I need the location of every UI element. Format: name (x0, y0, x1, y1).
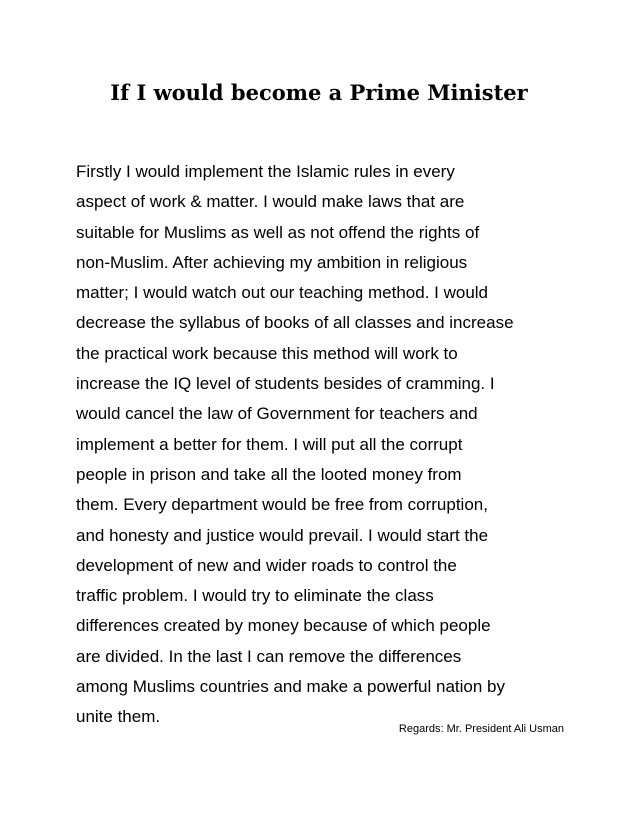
signature-line: Regards: Mr. President Ali Usman (398, 723, 564, 735)
body-line: traffic problem. I would try to eliminate the class (76, 586, 434, 606)
body-line: unite them. (76, 707, 161, 727)
body-line: the practical work because this method will work to (76, 343, 458, 363)
essay-body (76, 157, 576, 733)
body-line: people in prison and take all the looted money from (76, 464, 462, 484)
body-line: are divided. In the last I can remove the differences (76, 646, 462, 666)
body-line: development of new and wider roads to control the (76, 555, 457, 575)
body-line: Firstly I would implement the Islamic rules in every (76, 162, 455, 181)
body-line: them. Every department would be free from corruption, (76, 495, 488, 515)
body-line: implement a better for them. I will put all the corrupt (76, 434, 463, 454)
body-line: differences created by money because of which people (76, 616, 491, 636)
body-line: non-Muslim. After achieving my ambition in religious (76, 252, 468, 272)
document-title: If I would become a Prime Minister (110, 80, 528, 105)
body-line: among Muslims countries and make a powerful nation by (76, 677, 505, 697)
body-line: increase the IQ level of students besides of cramming. I (76, 374, 495, 394)
body-line: would cancel the law of Government for teachers and (76, 404, 478, 424)
body-line: suitable for Muslims as well as not offend the rights of (76, 222, 480, 242)
body-line: aspect of work & matter. I would make laws that are (76, 192, 465, 212)
body-line: decrease the syllabus of books of all classes and increase (76, 313, 514, 333)
body-line: and honesty and justice would prevail. I would start the (76, 525, 489, 545)
body-line: matter; I would watch out our teaching method. I would (76, 283, 489, 303)
